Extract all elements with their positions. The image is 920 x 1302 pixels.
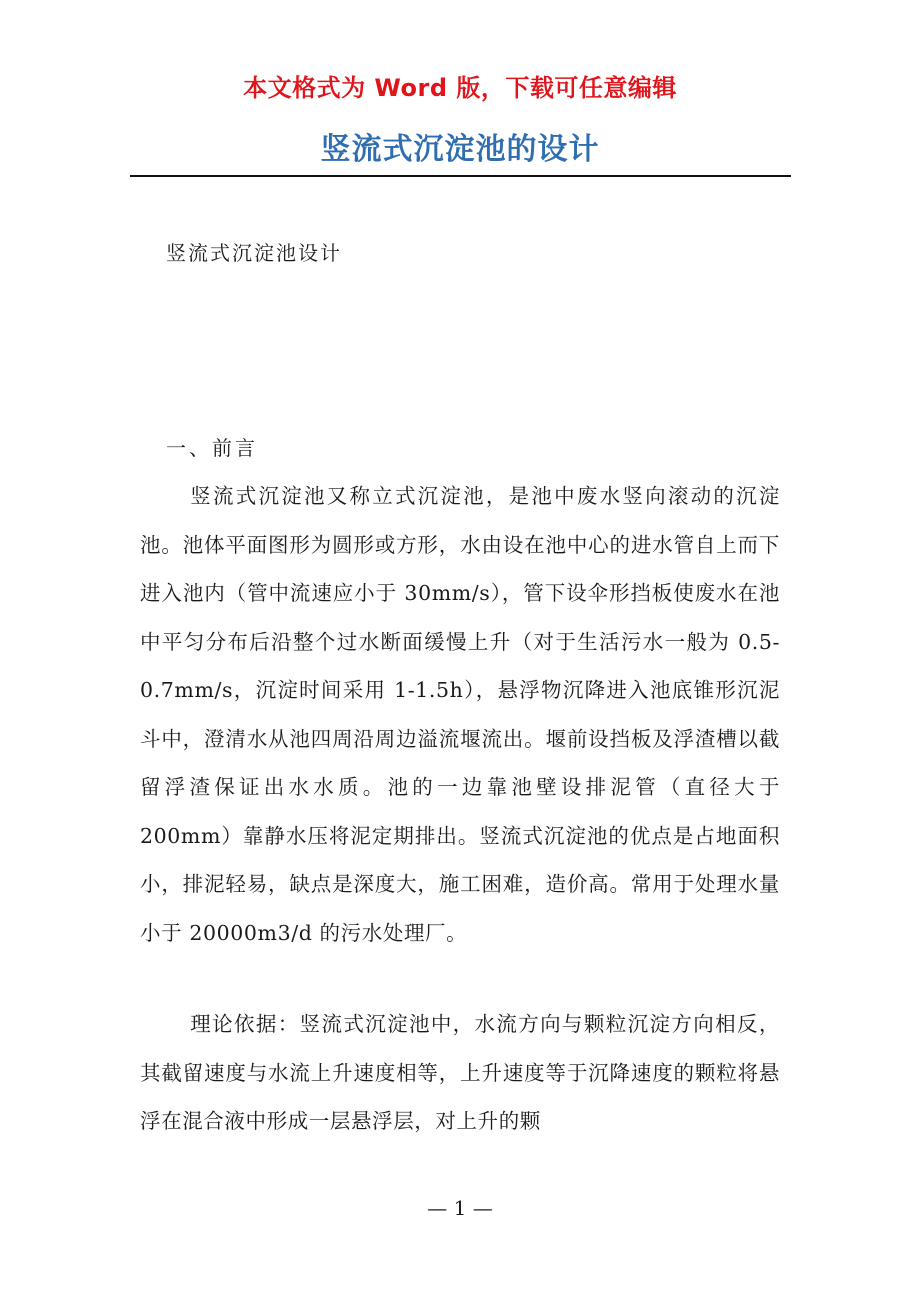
body-paragraph: 理论依据：竖流式沉淀池中，水流方向与颗粒沉淀方向相反，其截留速度与水流上升速度相等，上升速度等于沉降速度的颗粒将悬浮在混合液中形成一层悬浮层，对上升的颗	[140, 1012, 780, 1133]
header-divider	[130, 175, 791, 177]
page-number: — 1 —	[427, 1196, 493, 1220]
body-paragraph: 竖流式沉淀池又称立式沉淀池，是池中废水竖向滚动的沉淀池。池体平面图形为圆形或方形，水由设在池中心的进水管自上而下进入池内（管中流速应小于 30mm/s），管下设伞形挡板使废水在池中平匀分布后沿整个过水断面缓慢上升（对于生活污水一般为 0.5-0.7mm/s，沉淀时间采用 1-1.5h），悬浮物沉降进入池底锥形沉泥斗中，澄清水从池四周沿周边溢流堰流出。堰前设挡板及浮渣槽以截留浮渣保证出水水质。池的一边靠池壁设排泥管（直径大于 200mm）靠静水压将泥定期排出。竖流式沉淀池的优点是占地面积小，排泥轻易，缺点是深度大，施工困难，造价高。常用于处理水量小于 20000m3/d 的污水处理厂。	[140, 484, 780, 945]
document-subtitle: 竖流式沉淀池设计	[166, 241, 342, 265]
section-heading-preface: 一、前言	[166, 436, 258, 460]
format-notice-banner: 本文格式为 Word 版，下载可任意编辑	[243, 74, 677, 102]
document-title: 竖流式沉淀池的设计	[320, 132, 600, 167]
